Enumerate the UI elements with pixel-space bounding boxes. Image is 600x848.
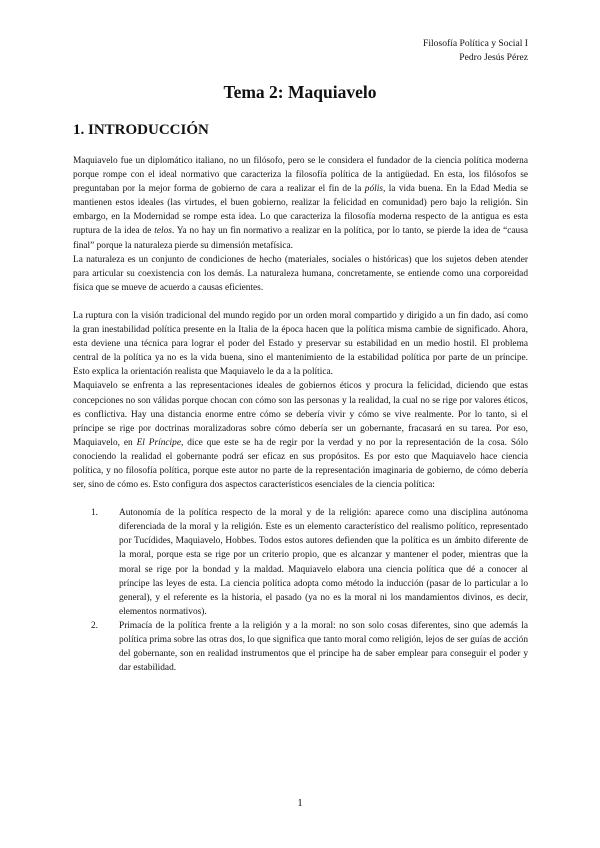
header-author: Pedro Jesús Pérez: [459, 52, 528, 63]
list-item: [73, 619, 528, 675]
document-title: Tema 2: Maquiavelo: [223, 82, 377, 102]
paragraph-3: La ruptura con la visión tradicional del mundo regido por un orden moral compartido y dirigido a un fin dado, así como la gran inestabilidad política presente en la Italia de la época hacen que la política misma cambie de significado. Ahora, esta deviene una técnica para lograr el poder del Estado y preservar su estabilidad en un medio hostil. El problema central de la política ya no es la vida buena, sino el mantenimiento de la estabilidad política por parte de un príncipe. Esto explica la orientación realista que Maquiavelo le da a la política.: [73, 310, 528, 378]
list-item-number: 1.: [91, 508, 99, 519]
list-item-text: Autonomía de la política respecto de la moral y de la religión: aparece como una disciplina autónoma diferenciada de la moral y la religión. Este es un elemento característico del realismo político, representado por Tucídides, Maquiavelo, Hobbes. Todos estos autores defienden que la política es un ámbito diferente de la moral, porque esta se rige por un criterio propio, que es alcanzar y mantener el poder, mientras que la moral se rige por la bondad y la maldad. Maquiavelo elabora una ciencia política que dé a conocer al príncipe las leyes de esta. La ciencia política adopta como método la inducción (pasar de lo particular a lo general), y el referente es la historia, el pasado (ya no es la moral ni los mandamientos divinos, es decir, elementos normativos).: [119, 508, 528, 617]
list-item-text: Primacía de la política frente a la religión y a la moral: no son solo cosas diferentes, sino que además la política prima sobre las otras dos, lo que significa que tanto moral como religión, lejos de ser guías de acción del gobernante, son en realidad instrumentos que el príncipe ha de saber emplear para conseguir el poder y dar estabilidad.: [119, 620, 528, 674]
section-heading: 1. INTRODUCCIÓN: [73, 122, 209, 138]
list-item-number: 2.: [91, 620, 99, 631]
paragraph-1: Maquiavelo fue un diplomático italiano, no un filósofo, pero se le considera el fundador de la ciencia política moderna porque rompe con el ideal normativo que caracteriza la filosofía política de la antigüedad. En esta, los filósofos se preguntaban por la mejor forma de gobierno de cara a realizar el fin de la pólis, la vida buena. En la Edad Media se mantienen estos ideales (las virtudes, el buen gobierno, realizar la felicidad en comunidad) pero bajo la religión. Sin embargo, en la Modernidad se rompe esta idea. Lo que caracteriza la filosofía moderna respecto de la antigua es esta ruptura de la idea de telos. Ya no hay un fin normativo a realizar en la política, por lo tanto, se pierde la idea de “causa final” porque la naturaleza pierde su dimensión metafísica.: [73, 156, 529, 251]
running-header: [423, 37, 528, 65]
header-course: Filosofía Política y Social I: [423, 38, 528, 49]
paragraph-gap: [73, 295, 528, 309]
paragraph-2: La naturaleza es un conjunto de condiciones de hecho (materiales, sociales o históricas) que los sujetos deben atender para articular su coexistencia con los demás. La naturaleza humana, concretamente, se entiende como una corporeidad física que se mueve de acuerdo a causas eficientes.: [73, 254, 528, 293]
list-item: [73, 506, 528, 619]
page-number: 1: [297, 797, 303, 809]
numbered-list: [73, 506, 528, 675]
body-text: [73, 154, 528, 675]
paragraph-4: Maquiavelo se enfrenta a las representaciones ideales de gobiernos éticos y procura la felicidad, diciendo que estas concepciones no son válidas porque chocan con cómo son las personas y la realidad, la cual no se rige por valores éticos, es conflictiva. Hay una distancia enorme entre cómo se debería vivir y cómo se vive realmente. Por lo tanto, si el príncipe se rige por doctrinas moralizadoras sobre cómo debería ser un gobernante, fracasará en su tarea. Por eso, Maquiavelo, en El Príncipe, dice que este se ha de regir por la verdad y no por la representación de la cosa. Sólo conociendo la realidad el gobernante podrá ser eficaz en sus propósitos. Es por esto que Maquiavelo hace ciencia política, y no filosofía política, porque este autor no parte de la representación imaginaria de gobierno, de cómo debería ser, sino de cómo es. Esto configura dos aspectos característicos esenciales de la ciencia política:: [73, 381, 528, 491]
